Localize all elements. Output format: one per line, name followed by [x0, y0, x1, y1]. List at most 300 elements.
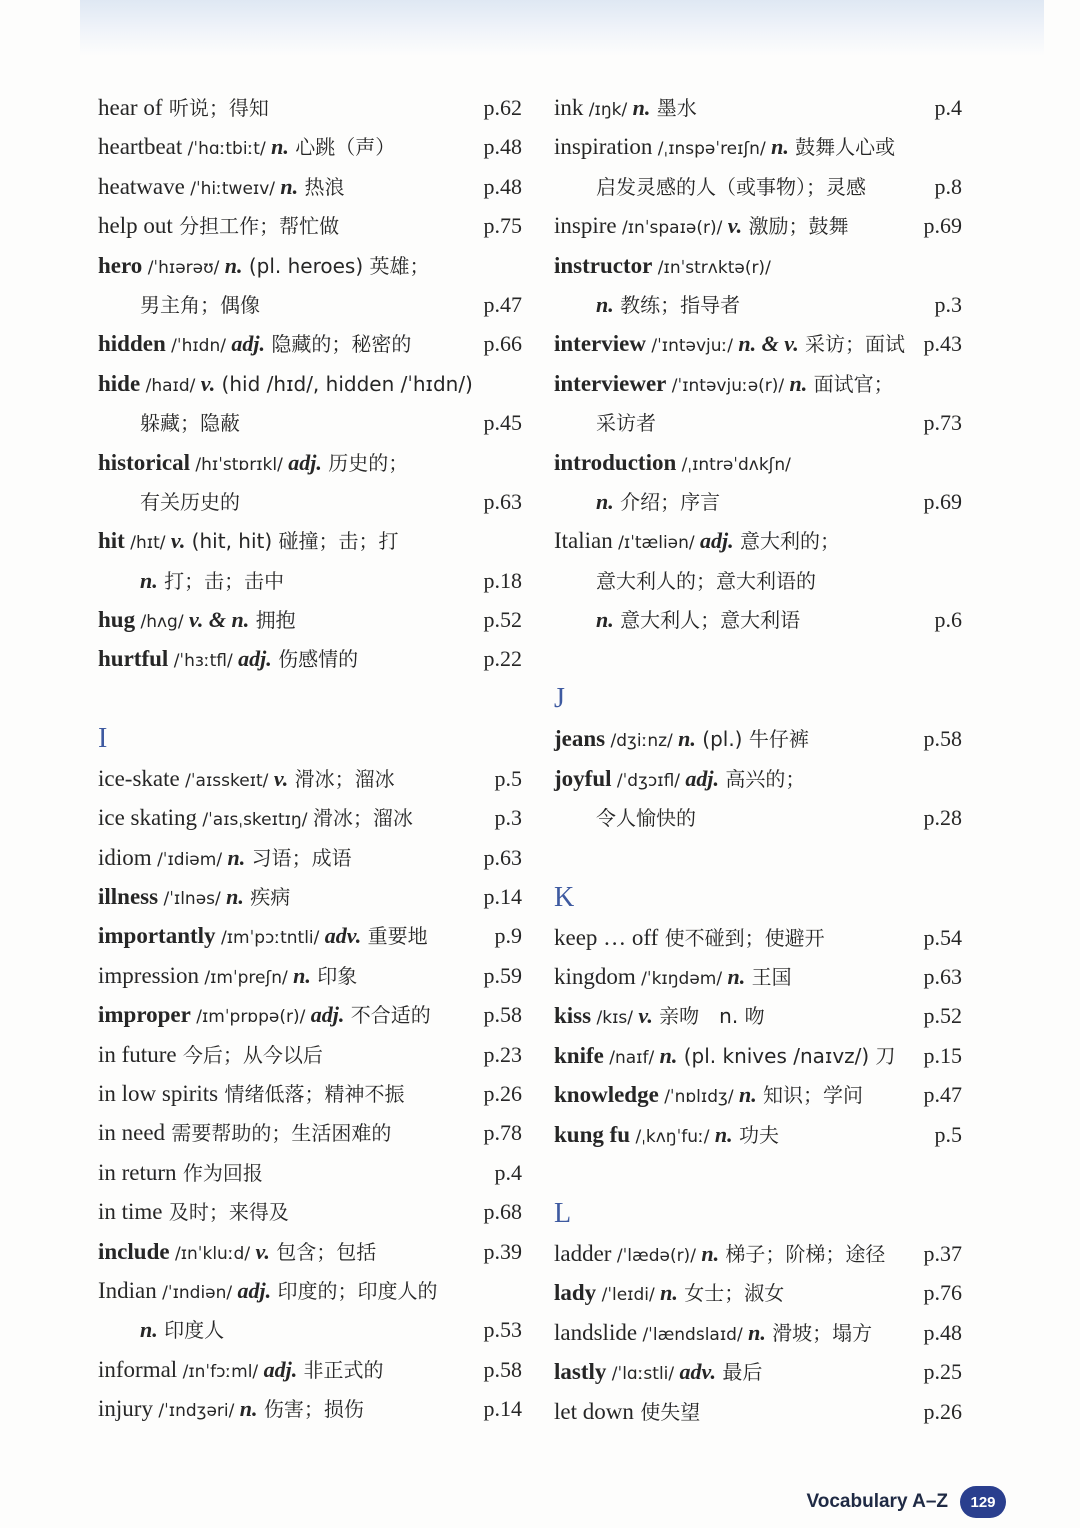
headword: hear of [98, 95, 163, 120]
phonetic: /ˈhɜːtfl/ [168, 651, 239, 672]
part-of-speech: n. [678, 726, 696, 752]
phonetic: /ˈnɒlɪdʒ/ [658, 1087, 739, 1108]
headword: in future [98, 1041, 177, 1067]
vocab-entry [98, 995, 522, 1034]
headword: ladder [554, 1240, 612, 1266]
headword: ice skating [98, 805, 197, 831]
definition: 功夫 [732, 1122, 779, 1147]
entry-continuation [98, 1310, 522, 1349]
definition: 滑坡；塌方 [765, 1320, 873, 1345]
footer-title: Vocabulary A–Z [806, 1491, 948, 1512]
definition: 分担工作；帮忙做 [172, 214, 340, 239]
part-of-speech: n. [271, 134, 289, 160]
vocab-entry [554, 996, 962, 1035]
vocab-entry [554, 1352, 962, 1391]
headword: Italian [554, 528, 613, 554]
headword: illness [98, 884, 159, 910]
phonetic: /ˈdʒɔɪfl/ [611, 770, 686, 791]
page-reference: p.66 [483, 331, 522, 357]
definition: 令人愉快的 [596, 806, 696, 831]
page-reference: p.14 [483, 884, 522, 910]
page-reference: p.3 [934, 291, 962, 317]
definition: 拥抱 [249, 608, 296, 633]
part-of-speech: n. [659, 1042, 678, 1068]
vocab-entry [554, 1392, 962, 1431]
phonetic: /ˈɪdiəm/ [151, 849, 228, 870]
page-reference: p.5 [494, 765, 522, 791]
definition: 习语；成语 [245, 845, 352, 870]
phonetic: /ˈɪntəvjuːə(r)/ [666, 375, 790, 396]
phonetic: /ˈhɑːtbiːt/ [182, 139, 272, 160]
left-column [98, 88, 522, 1429]
section-letter: J [554, 683, 565, 715]
phonetic: /ɪnˈspaɪə(r)/ [616, 218, 728, 239]
headword: help out [98, 213, 173, 239]
vocab-entry [98, 1074, 522, 1113]
phonetic: /ɪmˈpɔːtntli/ [215, 928, 325, 949]
headword: Indian [98, 1277, 157, 1303]
page-reference: p.23 [483, 1041, 522, 1067]
definition: 印度的；印度人的 [271, 1278, 438, 1303]
section-letter: K [554, 881, 575, 913]
vocab-entry [98, 838, 522, 877]
entry-continuation [98, 561, 522, 600]
part-of-speech: n. [140, 567, 158, 593]
headword: hit [98, 528, 125, 554]
headword: lastly [554, 1359, 607, 1385]
vocab-entry [98, 246, 522, 285]
page-reference: p.76 [923, 1280, 962, 1306]
part-of-speech: v. [273, 765, 289, 791]
entry-continuation [554, 167, 962, 206]
headword: interviewer [554, 370, 667, 396]
definition: 激励；鼓舞 [742, 214, 849, 239]
definition: 作为回报 [176, 1160, 263, 1185]
part-of-speech: n. [632, 95, 651, 120]
phonetic: /ˈɪntəvjuː/ [645, 336, 739, 357]
definition: 躲藏；隐蔽 [140, 411, 240, 436]
vocab-entry [98, 1350, 522, 1389]
part-of-speech: adv. [679, 1359, 716, 1385]
section-gap [554, 1154, 962, 1194]
definition: 包含；包括 [269, 1239, 377, 1264]
vocab-entry [554, 1234, 962, 1273]
vocab-entry [98, 1153, 522, 1192]
headword: in need [98, 1120, 166, 1146]
headword: include [98, 1238, 170, 1264]
definition: 心跳（声） [288, 135, 396, 160]
headword: kiss [554, 1003, 592, 1029]
definition: 梯子；阶梯；途径 [719, 1241, 886, 1266]
page-reference: p.14 [483, 1396, 522, 1422]
definition: 采访者 [596, 411, 656, 436]
page-reference: p.48 [483, 134, 522, 160]
phonetic: /ˈlædə(r)/ [611, 1245, 702, 1266]
definition: (pl. knives /naɪvz/) 刀 [677, 1043, 896, 1068]
part-of-speech: n. [224, 252, 243, 278]
part-of-speech: adv. [324, 923, 362, 949]
vocab-entry [554, 246, 962, 285]
vocab-entry [554, 1075, 962, 1114]
headword: ice-skate [98, 765, 180, 791]
headword: knife [554, 1042, 604, 1068]
definition: 不合适的 [344, 1003, 431, 1028]
headword: impression [98, 962, 199, 988]
headword: jeans [554, 726, 606, 752]
headword: idiom [98, 844, 152, 870]
page-reference: p.78 [483, 1120, 522, 1146]
vocab-entry [554, 957, 962, 996]
vocab-entry [554, 364, 962, 403]
definition: 启发灵感的人（或事物）；灵感 [596, 174, 866, 199]
definition: 热浪 [298, 174, 345, 199]
phonetic: /ɪmˈprɒpə(r)/ [190, 1007, 311, 1028]
vocab-entry [98, 1389, 522, 1428]
headword: interview [554, 331, 646, 357]
headword: kingdom [554, 964, 636, 990]
part-of-speech: n. [596, 607, 614, 633]
page-reference: p.15 [923, 1042, 962, 1068]
phonetic: /ɪnˈfɔːml/ [177, 1361, 264, 1382]
phonetic: /ɪˈtæliən/ [612, 533, 701, 554]
page-reference: p.26 [923, 1398, 962, 1424]
definition: 历史的； [321, 450, 409, 475]
part-of-speech: v. [255, 1238, 270, 1264]
definition: 伤害；损伤 [257, 1397, 364, 1422]
definition: 印象 [310, 963, 358, 988]
page-reference: p.4 [494, 1159, 522, 1185]
phonetic: /ˈlɑːstli/ [606, 1364, 680, 1385]
definition: 鼓舞人心或 [788, 135, 896, 160]
phonetic: /ˈleɪdi/ [596, 1285, 661, 1306]
page-reference: p.4 [934, 95, 962, 120]
part-of-speech: n. [748, 1319, 766, 1345]
definition: 墨水 [650, 96, 697, 120]
page-reference: p.28 [923, 805, 962, 831]
part-of-speech: n. [596, 291, 614, 317]
definition: 滑冰；溜冰 [288, 766, 395, 791]
part-of-speech: adj. [237, 1277, 272, 1303]
page-reference: p.53 [483, 1317, 522, 1343]
page-reference: p.47 [483, 291, 522, 317]
section-letter: L [554, 1197, 572, 1229]
definition: 及时；来得及 [162, 1200, 289, 1225]
definition: 打；击；击中 [157, 568, 285, 593]
phonetic: /ɪnˈkluːd/ [169, 1243, 256, 1264]
vocab-entry [554, 88, 962, 127]
part-of-speech: n. [789, 370, 808, 396]
part-of-speech: n. [596, 488, 614, 514]
page-reference: p.45 [483, 410, 522, 436]
definition: 使不碰到；使避开 [658, 925, 825, 950]
headword: inspiration [554, 134, 653, 160]
entry-continuation [554, 561, 962, 600]
vocab-entry [98, 877, 522, 916]
phonetic: /hɪˈstɒrɪkl/ [190, 454, 289, 475]
definition: 男主角；偶像 [140, 292, 260, 317]
page-reference: p.39 [483, 1238, 522, 1264]
page-reference: p.26 [483, 1080, 522, 1106]
vocab-entry [554, 443, 962, 482]
page-reference: p.9 [494, 923, 522, 949]
definition: (hit, hit) 碰撞；击；打 [185, 529, 399, 554]
definition: 王国 [745, 965, 792, 990]
entry-continuation [554, 482, 962, 521]
page-reference: p.37 [923, 1240, 962, 1266]
part-of-speech: n. [140, 1317, 158, 1343]
part-of-speech: n. [771, 134, 789, 160]
headword: heartbeat [98, 134, 183, 160]
headword: hug [98, 607, 136, 633]
vocab-entry [554, 127, 962, 166]
page-reference: p.5 [934, 1121, 962, 1147]
phonetic: /ɪnˈstrʌktə(r)/ [652, 257, 771, 278]
entry-continuation [554, 403, 962, 442]
phonetic: /ɪŋk/ [583, 100, 633, 120]
vocab-entry [98, 521, 522, 560]
definition: 意大利的； [733, 529, 841, 554]
part-of-speech: adj. [685, 765, 720, 791]
headword: hurtful [98, 646, 169, 672]
headword: in time [98, 1199, 163, 1225]
vocab-entry [98, 956, 522, 995]
phonetic: /ˈaɪsˌskeɪtɪŋ/ [197, 810, 313, 831]
definition: 隐藏的；秘密的 [264, 332, 412, 357]
page-reference: p.6 [934, 607, 962, 633]
vocab-entry [554, 719, 962, 758]
part-of-speech: v. [200, 370, 216, 396]
vocab-entry [554, 1115, 962, 1154]
part-of-speech: n. [727, 964, 746, 990]
headword: hide [98, 370, 141, 396]
vocab-entry [554, 521, 962, 560]
right-column [554, 88, 962, 1431]
entry-continuation [554, 600, 962, 639]
vocab-entry [98, 1192, 522, 1231]
headword: heatwave [98, 173, 185, 199]
phonetic: /ˌkʌŋˈfuː/ [630, 1126, 715, 1147]
vocab-entry [554, 1036, 962, 1075]
phonetic: /ˈkɪŋdəm/ [635, 969, 728, 990]
section-gap [554, 639, 962, 679]
part-of-speech: v. [170, 528, 186, 554]
part-of-speech: v. & n. [188, 607, 250, 633]
part-of-speech: n. [226, 884, 244, 910]
definition: 面试官； [807, 371, 894, 396]
part-of-speech: n. [293, 962, 311, 988]
page-reference: p.52 [923, 1003, 962, 1029]
headword: hidden [98, 331, 166, 357]
definition: 印度人 [157, 1318, 225, 1343]
definition: (hid /hɪd/, hidden /ˈhɪdn/) [215, 371, 473, 396]
headword: kung fu [554, 1121, 631, 1147]
part-of-speech: adj. [288, 449, 322, 475]
section-gap [98, 679, 522, 719]
headword: ink [554, 95, 584, 120]
definition: 最后 [716, 1360, 763, 1385]
vocab-entry [98, 759, 522, 798]
definition: 女士；淑女 [677, 1281, 785, 1306]
vocab-entry [554, 206, 962, 245]
part-of-speech: v. [727, 213, 743, 239]
phonetic: /ɪmˈpreʃn/ [198, 967, 294, 988]
page-reference: p.62 [483, 95, 522, 120]
page-number-badge: 129 [960, 1486, 1006, 1518]
vocab-entry [98, 1113, 522, 1152]
vocab-entry [98, 324, 522, 363]
page-reference: p.3 [494, 805, 522, 831]
vocab-entry [554, 1273, 962, 1312]
vocab-entry [98, 639, 522, 678]
entry-continuation [98, 285, 522, 324]
definition: 伤感情的 [271, 647, 359, 672]
headword: lady [554, 1280, 597, 1306]
phonetic: /ˈɪndiən/ [156, 1282, 238, 1303]
part-of-speech: adj. [238, 646, 272, 672]
page-reference: p.68 [483, 1199, 522, 1225]
page-reference: p.22 [483, 646, 522, 672]
page-reference: p.58 [483, 1002, 522, 1028]
part-of-speech: n. [714, 1121, 733, 1147]
vocab-entry [98, 600, 522, 639]
part-of-speech: v. [638, 1003, 653, 1029]
vocab-entry [554, 1313, 962, 1352]
part-of-speech: n. [660, 1280, 678, 1306]
definition: 意大利人；意大利语 [613, 608, 801, 633]
part-of-speech: n. [239, 1396, 258, 1422]
page-reference: p.18 [483, 567, 522, 593]
definition: 教练；指导者 [613, 292, 741, 317]
phonetic: /hʌg/ [135, 612, 189, 633]
phonetic: /kɪs/ [591, 1008, 639, 1029]
page-reference: p.63 [483, 844, 522, 870]
headword: knowledge [554, 1082, 659, 1108]
definition: 重要地 [361, 924, 428, 949]
definition: 采访；面试 [798, 332, 906, 357]
vocab-entry [98, 1035, 522, 1074]
vocab-entry [98, 916, 522, 955]
headword: in low spirits [98, 1080, 219, 1106]
vocab-entry [98, 206, 522, 245]
page-reference: p.43 [923, 331, 962, 357]
part-of-speech: n. [227, 844, 246, 870]
entry-continuation [98, 403, 522, 442]
page-reference: p.69 [923, 488, 962, 514]
definition: 亲吻 n. 吻 [652, 1004, 765, 1029]
page-reference: p.63 [923, 964, 962, 990]
page-reference: p.54 [923, 924, 962, 950]
section-gap [554, 838, 962, 878]
vocab-entry [98, 798, 522, 837]
headword: informal [98, 1356, 178, 1382]
part-of-speech: n. & v. [738, 331, 799, 357]
page-reference: p.47 [923, 1082, 962, 1108]
vocab-entry [98, 443, 522, 482]
page-reference: p.52 [483, 607, 522, 633]
definition: 非正式的 [297, 1357, 384, 1382]
page-reference: p.63 [483, 488, 522, 514]
entry-continuation [98, 482, 522, 521]
header-band [80, 0, 1044, 56]
vocab-entry [98, 167, 522, 206]
phonetic: /ˈhɪərəʊ/ [142, 257, 225, 278]
headword: joyful [554, 765, 612, 791]
part-of-speech: adj. [700, 528, 734, 554]
page-reference: p.69 [923, 213, 962, 239]
headword: let down [554, 1398, 634, 1424]
headword: landslide [554, 1319, 638, 1345]
page-reference: p.59 [483, 962, 522, 988]
headword: in return [98, 1159, 177, 1185]
part-of-speech: adj. [231, 331, 265, 357]
phonetic: /ˈhɪdn/ [165, 336, 232, 357]
vocab-entry [98, 88, 522, 127]
page-reference: p.48 [483, 173, 522, 199]
headword: hero [98, 252, 143, 278]
page-reference: p.75 [483, 213, 522, 239]
definition: (pl. heroes) 英雄； [242, 253, 430, 278]
definition: 听说；得知 [162, 96, 269, 120]
headword: instructor [554, 252, 653, 278]
page-reference: p.73 [923, 410, 962, 436]
page-reference: p.25 [923, 1359, 962, 1385]
vocab-entry [98, 127, 522, 166]
page-reference: p.58 [483, 1356, 522, 1382]
vocab-entry [98, 1232, 522, 1271]
section-letter: I [98, 722, 108, 754]
phonetic: /ˌɪntrəˈdʌkʃn/ [676, 454, 791, 475]
headword: keep … off [554, 924, 659, 950]
part-of-speech: adj. [263, 1356, 298, 1382]
phonetic: /ˈɪlnəs/ [158, 889, 227, 910]
headword: improper [98, 1002, 191, 1028]
definition: 今后；从今以后 [176, 1042, 323, 1067]
page-footer [807, 1486, 1007, 1518]
entry-continuation [554, 285, 962, 324]
phonetic: /haɪd/ [140, 375, 201, 396]
vocab-entry [554, 324, 962, 363]
definition: (pl.) 牛仔裤 [695, 727, 809, 752]
headword: importantly [98, 923, 216, 949]
definition: 使失望 [633, 1399, 701, 1424]
vocab-entry [98, 1271, 522, 1310]
phonetic: /ˈhiːtweɪv/ [184, 178, 281, 199]
definition: 知识；学问 [756, 1083, 864, 1108]
phonetic: /ˈaɪsskeɪt/ [179, 770, 274, 791]
definition: 需要帮助的；生活困难的 [165, 1121, 392, 1146]
part-of-speech: n. [738, 1082, 757, 1108]
part-of-speech: n. [701, 1240, 720, 1266]
headword: historical [98, 449, 190, 475]
entry-continuation [554, 798, 962, 837]
phonetic: /ˈlændslaɪd/ [637, 1324, 749, 1345]
definition: 疾病 [243, 885, 291, 910]
phonetic: /naɪf/ [603, 1047, 660, 1068]
page-reference: p.8 [934, 173, 962, 199]
headword: introduction [554, 449, 677, 475]
vocab-entry [98, 364, 522, 403]
headword: injury [98, 1396, 153, 1422]
phonetic: /dʒiːnz/ [605, 731, 679, 752]
definition: 介绍；序言 [613, 489, 721, 514]
definition: 意大利人的；意大利语的 [596, 568, 816, 593]
phonetic: /ˈɪndʒəri/ [152, 1401, 240, 1422]
definition: 高兴的； [719, 766, 806, 791]
definition: 滑冰；溜冰 [312, 806, 413, 831]
definition: 情绪低落；精神不振 [218, 1081, 405, 1106]
page-reference: p.58 [923, 726, 962, 752]
part-of-speech: n. [280, 173, 299, 199]
